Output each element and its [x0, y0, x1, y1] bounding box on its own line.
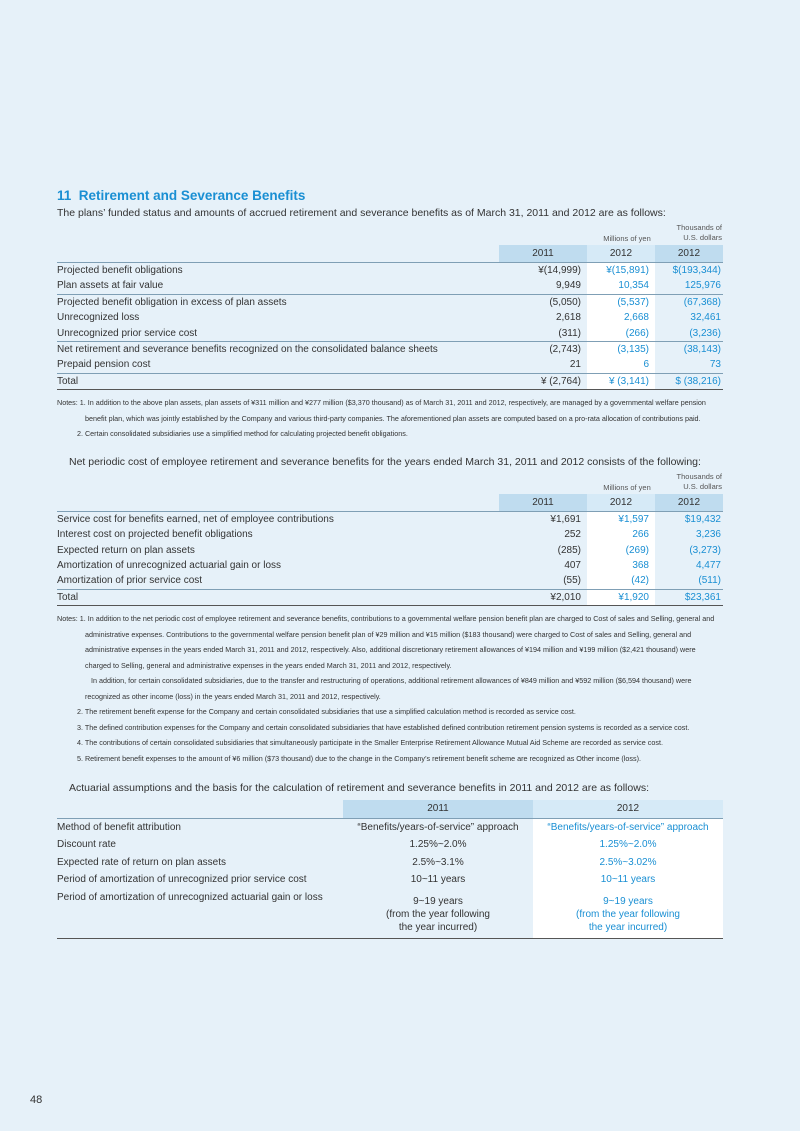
net-periodic-cost-table — [57, 494, 723, 606]
col-2012-usd: 2012 — [655, 494, 723, 512]
note: 5. Retirement benefit expenses to the amount of ¥6 million ($73 thousand) due to the change in the Company’s retirement benefit scheme are recognized as Other income (loss). — [77, 753, 642, 763]
col-2011: 2011 — [499, 245, 587, 263]
table-row: Unrecognized prior service cost (311) (266) (3,236) — [57, 326, 723, 342]
note: Notes: 1. In addition to the net periodic cost of employee retirement and severance benefits, contributions to a governmental welfare pension benefit plan are charged to Cost of sales and Selling, general and administrative expenses. Contributions to the governmental welfare pension benefit plan of ¥29 million and ¥15 million ($183 thousand) were charged to Cost of sales and Selling, general and administrative expenses in the years ended March 31, 2011 and 2012, respectively. Also, additional discretionary retirement allowances of ¥194 million and ¥199 million ($2,421 thousand) were charged to Selling, general and administrative expenses in the years ended March 31, 2011 and 2012, respectively. — [57, 614, 715, 670]
table2-units — [57, 468, 723, 494]
total-row: Total ¥2,010 ¥1,920 $23,361 — [57, 589, 723, 605]
table-row: Plan assets at fair value 9,949 10,354 125,976 — [57, 278, 723, 294]
note: 2. Certain consolidated subsidiaries use a simplified method for calculating projected benefit obligations. — [77, 429, 408, 439]
table-header-row — [57, 245, 723, 263]
note: 4. The contributions of certain consolidated subsidiaries that simultaneously participate in the Smaller Enterprise Retirement Allowance Mutual Aid Scheme are recorded as service cost. — [77, 738, 663, 748]
col-2012: 2012 — [587, 494, 655, 512]
total-row: Total ¥ (2,764) ¥ (3,141) $ (38,216) — [57, 373, 723, 389]
table-header-row — [57, 494, 723, 512]
note: In addition, for certain consolidated subsidiaries, due to the transfer and restructuring of operations, additional retirement allowances of ¥849 million and ¥592 million ($6,594 thousand) were recognized as other income (loss) in the years ended March 31, 2011 and 2012, respectively. — [85, 676, 692, 701]
unit-usd: Thousands of U.S. dollars — [676, 223, 722, 242]
col-2012-usd: 2012 — [655, 245, 723, 263]
table1-notes — [57, 395, 723, 442]
table1-units — [57, 219, 723, 245]
col-2011: 2011 — [343, 800, 533, 818]
table2-intro: Net periodic cost of employee retirement and severance benefits for the years ended March 31, 2011 and 2012 consists of the following: — [69, 455, 701, 468]
table-row: Period of amortization of unrecognized prior service cost 10~11 years 10~11 years — [57, 871, 723, 889]
table-row: Discount rate 1.25%~2.0% 1.25%~2.0% — [57, 836, 723, 854]
table-row: Prepaid pension cost 21 6 73 — [57, 357, 723, 373]
col-2011: 2011 — [499, 494, 587, 512]
table-row: Expected rate of return on plan assets 2.5%~3.1% 2.5%~3.02% — [57, 854, 723, 872]
table-row: Amortization of unrecognized actuarial gain or loss 407 368 4,477 — [57, 558, 723, 573]
note: Notes: 1. In addition to the above plan assets, plan assets of ¥311 million and ¥277 million ($3,370 thousand) as of March 31, 2011 and 2012, respectively, are managed by a governmental welfare pension benefit plan, which was jointly established by the Company and various third-party companies. The aforementioned plan assets are computed based on a pro-rata allocation of contributions paid. — [57, 398, 706, 423]
unit-yen: Millions of yen — [603, 482, 651, 492]
table-row: Net retirement and severance benefits recognized on the consolidated balance sheets (2,743) (3,135) (38,143) — [57, 342, 723, 358]
table-row: Expected return on plan assets (285) (269) (3,273) — [57, 543, 723, 558]
section-number: 11 — [57, 188, 72, 203]
table-row: Service cost for benefits earned, net of employee contributions ¥1,691 ¥1,597 $19,432 — [57, 511, 723, 527]
page-content — [57, 188, 723, 939]
table-row: Projected benefit obligation in excess of plan assets (5,050) (5,537) (67,368) — [57, 294, 723, 310]
funded-status-table — [57, 245, 723, 390]
page-number: 48 — [30, 1094, 43, 1106]
table2-notes — [57, 611, 723, 766]
table-row: Method of benefit attribution “Benefits/years-of-service” approach “Benefits/years-of-service” approach — [57, 818, 723, 836]
section-title — [57, 188, 723, 203]
table-row: Projected benefit obligations ¥(14,999) ¥(15,891) $(193,344) — [57, 263, 723, 279]
unit-usd: Thousands of U.S. dollars — [676, 471, 722, 491]
actuarial-assumptions-table — [57, 800, 723, 939]
section-title-text: Retirement and Severance Benefits — [78, 188, 306, 203]
unit-yen: Millions of yen — [603, 234, 651, 243]
table3-intro: Actuarial assumptions and the basis for the calculation of retirement and severance benefits in 2011 and 2012 are as follows: — [69, 782, 649, 795]
note: 3. The defined contribution expenses for the Company and certain consolidated subsidiaries that have established defined contribution retirement pension systems is recorded as a service cost. — [77, 722, 690, 732]
col-2012: 2012 — [533, 800, 723, 818]
table-row: Amortization of prior service cost (55) (42) (511) — [57, 573, 723, 589]
note: 2. The retirement benefit expense for the Company and certain consolidated subsidiaries that use a simplified calculation method is recorded as service cost. — [77, 707, 576, 717]
table-row: Period of amortization of unrecognized actuarial gain or loss 9~19 years (from the year following the year incurred) 9~19 years (from the year following the year incurred) — [57, 889, 723, 939]
table-header-row — [57, 800, 723, 818]
table-row: Unrecognized loss 2,618 2,668 32,461 — [57, 310, 723, 325]
table-row: Interest cost on projected benefit obligations 252 266 3,236 — [57, 527, 723, 542]
col-2012: 2012 — [587, 245, 655, 263]
table1-intro: The plans’ funded status and amounts of accrued retirement and severance benefits as of March 31, 2011 and 2012 are as follows: — [57, 207, 666, 219]
